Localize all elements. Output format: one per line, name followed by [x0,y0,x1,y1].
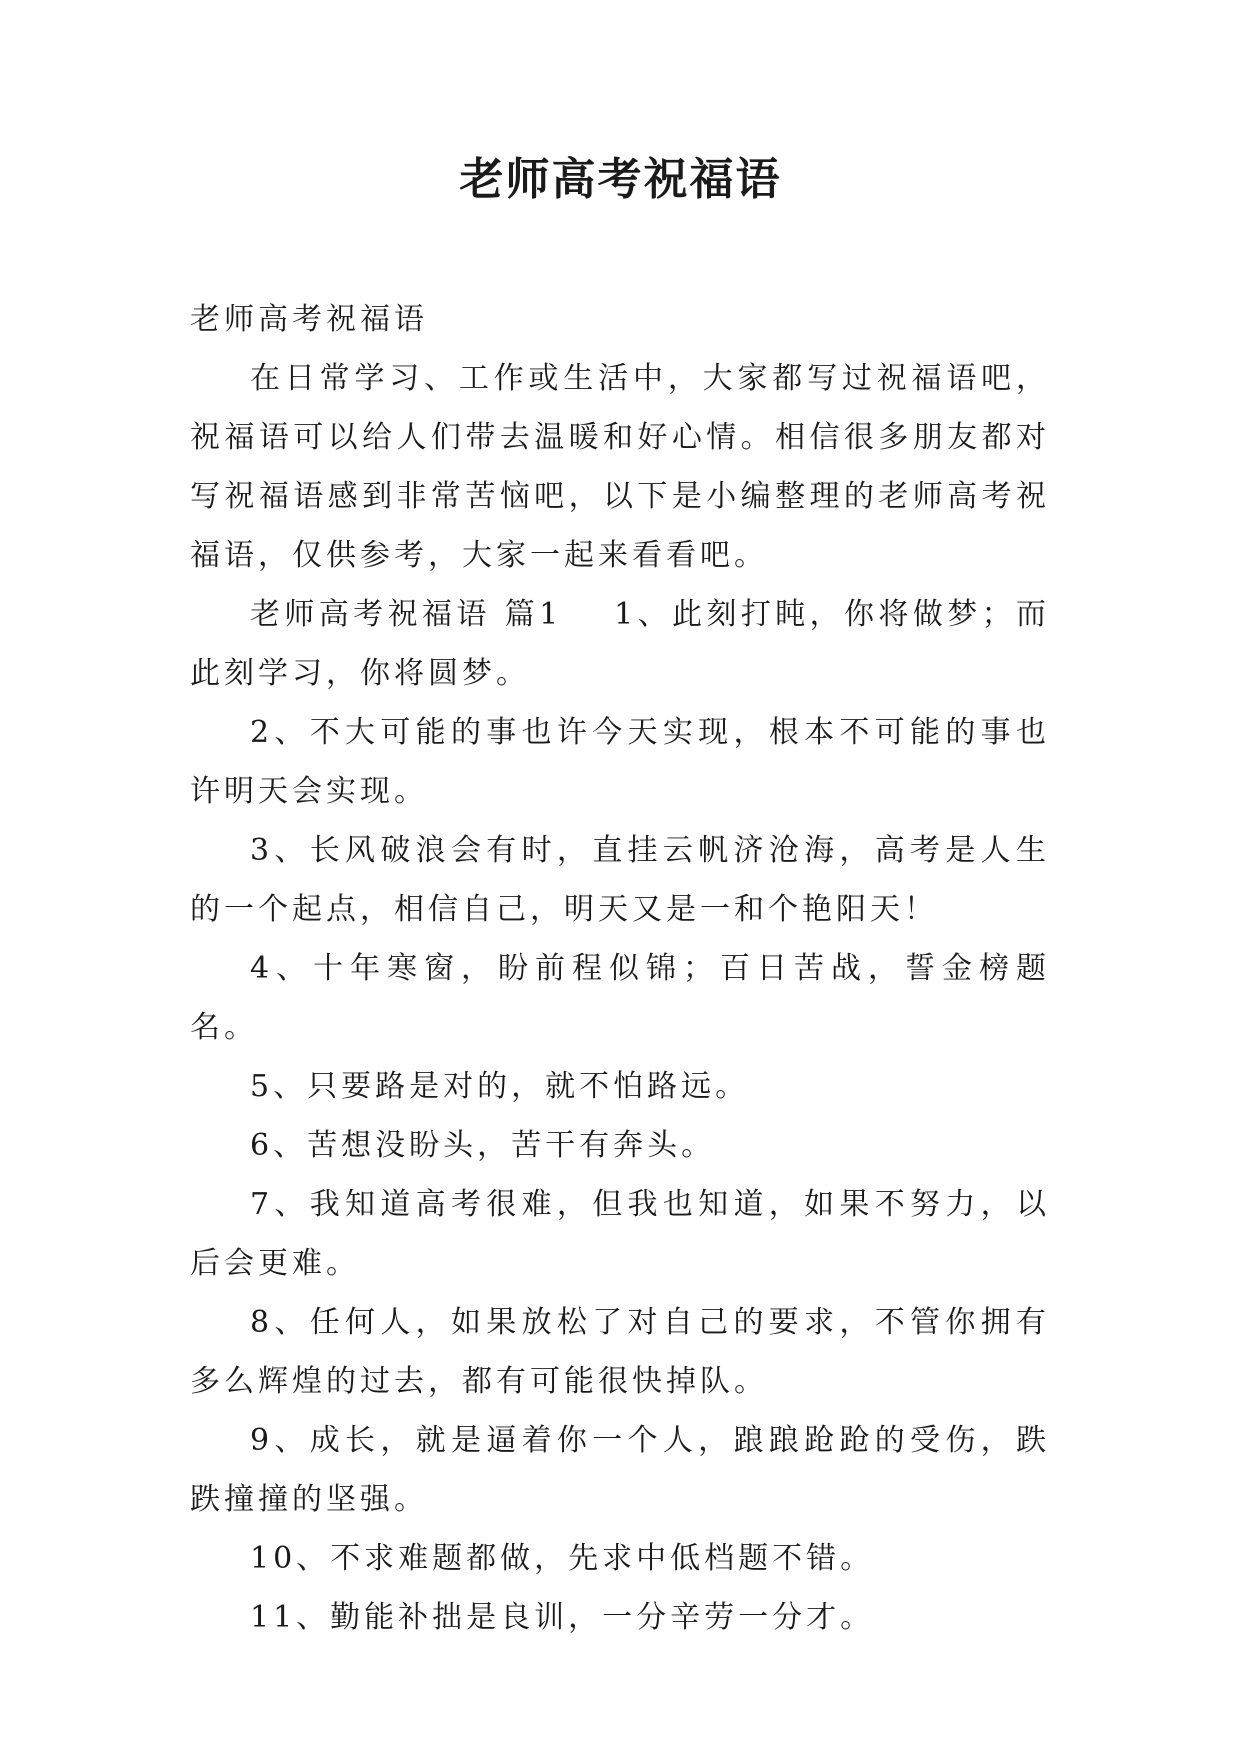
section-label: 老师高考祝福语 篇1 [250,597,563,632]
list-item: 1、此刻打盹，你将做梦；而此刻学习，你将圆梦。 [190,597,1050,691]
list-item: 3、长风破浪会有时，直挂云帆济沧海，高考是人生的一个起点，相信自己，明天又是一和个艳阳天！ [190,833,1050,927]
list-item: 5、只要路是对的，就不怕路远。 [250,1069,750,1104]
list-item: 6、苦想没盼头，苦干有奔头。 [250,1128,716,1163]
list-item: 10、不求难题都做，先求中低档题不错。 [250,1541,875,1576]
list-item: 2、不大可能的事也许今天实现，根本不可能的事也许明天会实现。 [190,715,1050,809]
list-item: 7、我知道高考很难，但我也知道，如果不努力，以后会更难。 [190,1187,1050,1281]
list-item: 9、成长，就是逼着你一个人，踉踉跄跄的受伤，跌跌撞撞的坚强。 [190,1423,1050,1517]
document-body [190,290,1050,1647]
section-paragraph [190,585,1050,703]
list-item: 4、十年寒窗，盼前程似锦；百日苦战，誓金榜题名。 [190,951,1050,1045]
page-title: 老师高考祝福语 [459,154,782,205]
subtitle: 老师高考祝福语 [190,302,428,337]
list-item: 8、任何人，如果放松了对自己的要求，不管你拥有多么辉煌的过去，都有可能很快掉队。 [190,1305,1050,1399]
intro-paragraph: 在日常学习、工作或生活中，大家都写过祝福语吧，祝福语可以给人们带去温暖和好心情。相信很多朋友都对写祝福语感到非常苦恼吧，以下是小编整理的老师高考祝福语，仅供参考，大家一起来看看吧。 [190,361,1050,573]
list-item: 11、勤能补拙是良训，一分辛劳一分才。 [250,1600,875,1635]
